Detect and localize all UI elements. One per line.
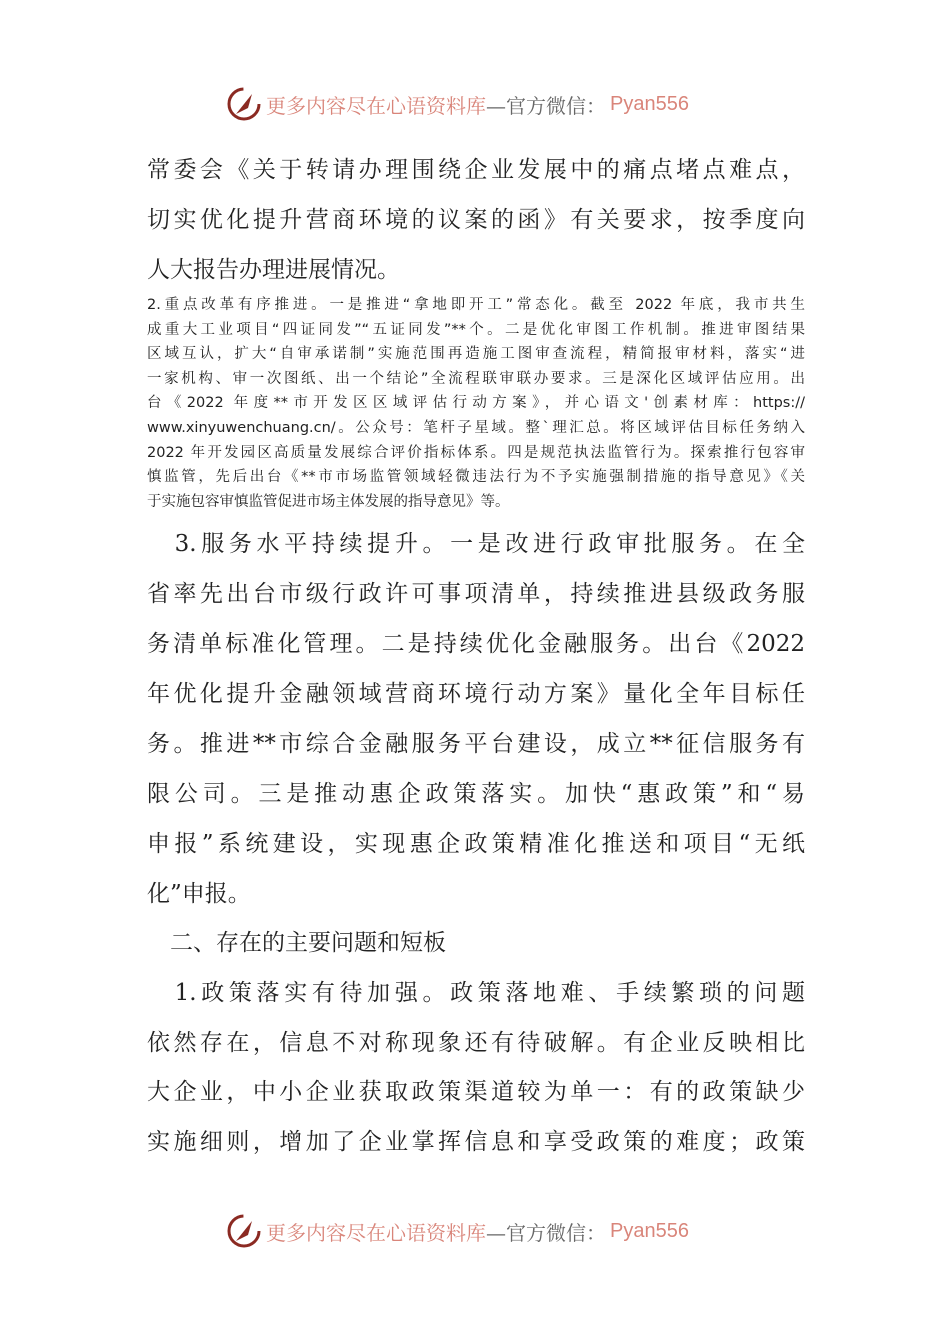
text-line: 年优化提升金融领域营商环境行动方案》量化全年目标任	[147, 681, 805, 707]
text-line: 3.服务水平持续提升。一是改进行政审批服务。在全	[147, 531, 805, 557]
text-line: www.xinyuwenchuang.cn/。公众号：笔杆子星域。整`理汇总。将区域评估目标任务纳入	[147, 420, 805, 436]
banner-wechat-label: —官方微信：	[486, 1220, 606, 1245]
text-line: 成重大工业项目“四证同发”“五证同发”**个。二是优化审图工作机制。推进审图结果	[147, 321, 805, 338]
text-line: 切实优化提升营商环境的议案的函》有关要求，按季度向	[147, 207, 805, 233]
text-line: 限公司。三是推动惠企政策落实。加快“惠政策”和“易	[147, 781, 805, 807]
text-line: 1.政策落实有待加强。政策落地难、手续繁琐的问题	[147, 980, 805, 1006]
banner-text: 更多内容尽在心语资料库	[266, 93, 486, 118]
text-line: 化”申报。	[147, 881, 251, 907]
text-line: 申报”系统建设，实现惠企政策精准化推送和项目“无纸	[147, 831, 805, 857]
text-line: 大企业，中小企业获取政策渠道较为单一：有的政策缺少	[147, 1079, 805, 1106]
header-watermark-banner	[226, 84, 726, 124]
quill-logo-icon	[226, 86, 262, 122]
text-line: 省率先出台市级行政许可事项清单，持续推进县级政务服	[147, 581, 805, 607]
banner-wechat-id: Pyan556	[610, 92, 689, 115]
text-line: 于实施包容审慎监管促进市场主体发展的指导意见》等。	[147, 493, 510, 510]
banner-wechat-id: Pyan556	[610, 1219, 689, 1242]
text-line: 台《2022 年度**市开发区区域评估行动方案》，并心语文'创素材库：https://	[147, 395, 805, 412]
text-line: 常委会《关于转请办理围绕企业发展中的痛点堵点难点，	[147, 157, 805, 183]
text-line: 慎监管，先后出台《**市市场监管领域轻微违法行为不予实施强制措施的指导意见》《关	[147, 469, 805, 486]
quill-logo-icon	[226, 1213, 262, 1249]
text-line: 实施细则，增加了企业掌挥信息和享受政策的难度；政策	[147, 1128, 805, 1155]
banner-text: 更多内容尽在心语资料库	[266, 1220, 486, 1245]
text-line: 2.重点改革有序推进。一是推进“拿地即开工”常态化。截至 2022 年底，我市共生	[147, 297, 805, 313]
banner-wechat-label: —官方微信：	[486, 93, 606, 118]
section-heading: 二、存在的主要问题和短板	[147, 930, 446, 956]
text-line: 依然存在，信息不对称现象还有待破解。有企业反映相比	[147, 1029, 805, 1056]
footer-watermark-banner	[226, 1211, 726, 1251]
text-line: 一家机构、审一次图纸、出一个结论”全流程联审联办要求。三是深化区域评估应用。出	[147, 370, 805, 387]
text-line: 务清单标准化管理。二是持续优化金融服务。出台《2022	[147, 631, 805, 657]
text-line: 人大报告办理进展情况。	[147, 257, 400, 283]
text-line: 2022 年开发园区高质量发展综合评价指标体系。四是规范执法监管行为。探索推行包容审	[147, 444, 805, 461]
text-line: 务。推进**市综合金融服务平台建设，成立**征信服务有	[147, 731, 805, 757]
text-line: 区域互认，扩大“自审承诺制”实施范围再造施工图审查流程，精简报审材料，落实“进	[147, 346, 805, 363]
